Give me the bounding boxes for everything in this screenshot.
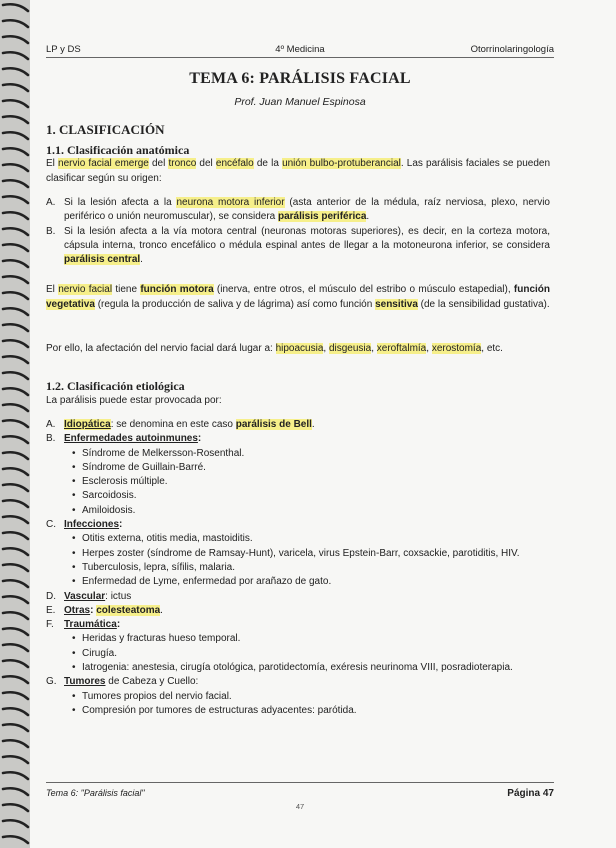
spiral-coil — [3, 500, 28, 507]
spiral-coil — [3, 548, 28, 555]
list-item: G. Tumores de Cabeza y Cuello: — [46, 676, 199, 688]
spiral-coil — [3, 740, 28, 747]
spiral-coil — [3, 196, 28, 203]
spiral-coil — [3, 612, 28, 619]
spiral-coil — [3, 484, 28, 491]
spiral-coil — [3, 52, 28, 59]
list-item: A. Idiopática: se denomina en este caso parálisis de Bell. — [46, 419, 315, 430]
spiral-coil — [3, 356, 28, 363]
list-item: F. Traumática: — [46, 619, 121, 631]
spiral-coil — [3, 708, 28, 715]
subsection-heading: 1.2. Clasificación etiológica — [46, 379, 185, 393]
header-divider — [46, 57, 554, 58]
bullet-item: • Cirugía. — [46, 647, 550, 661]
footer-right: Página 47 — [507, 788, 554, 799]
etiology-list — [46, 418, 550, 718]
bullet-item: • Esclerosis múltiple. — [46, 475, 550, 489]
spiral-coil — [3, 228, 28, 235]
paragraph-functions: El nervio facial tiene función motora (inerva, entre otros, el músculo del estribo o músculo estapedial), función vegetativa (regula la producción de saliva y de lágrima) así como función sensitiva (de la sensibilidad gustativa). — [46, 284, 550, 310]
bullet-item: • Síndrome de Melkersson-Rosenthal. — [46, 447, 550, 461]
spiral-coil — [3, 820, 28, 827]
bullet-item: • Compresión por tumores de estructuras adyacentes: parótida. — [46, 704, 550, 718]
spiral-coil — [3, 4, 28, 11]
bullet-item: • Tuberculosis, lepra, sífilis, malaria. — [46, 561, 550, 575]
spiral-coil — [3, 164, 28, 171]
bullet-item: • Síndrome de Guillain-Barré. — [46, 461, 550, 475]
spiral-coil — [3, 436, 28, 443]
document-title: TEMA 6: PARÁLISIS FACIAL — [189, 70, 411, 87]
spiral-coil — [3, 260, 28, 267]
header-left: LP y DS — [46, 44, 81, 55]
bullet-item: • Enfermedad de Lyme, enfermedad por arañazo de gato. — [46, 575, 550, 589]
spiral-coil — [3, 404, 28, 411]
spiral-coil — [3, 676, 28, 683]
spiral-coil — [3, 148, 28, 155]
spiral-coil — [3, 292, 28, 299]
paragraph-causes: La parálisis puede estar provocada por: — [46, 395, 222, 406]
anatomic-list — [46, 196, 550, 267]
list-item: A. Si la lesión afecta a la neurona motora inferior (asta anterior de la médula, raíz nerviosa, plexo, nervio periférico o unión neuromuscular), se considera parálisis periférica. — [46, 197, 550, 223]
section-heading: 1. CLASIFICACIÓN — [46, 122, 165, 137]
spiral-coil — [3, 84, 28, 91]
footer-divider — [46, 782, 554, 783]
spiral-coil — [3, 724, 28, 731]
spiral-coil — [3, 692, 28, 699]
bullet-item: • Otitis externa, otitis media, mastoiditis. — [46, 532, 550, 546]
spiral-coil — [3, 660, 28, 667]
spiral-coil — [3, 804, 28, 811]
list-item: C. Infecciones: — [46, 519, 123, 531]
spiral-coil — [3, 564, 28, 571]
list-item: B. Si la lesión afecta a la vía motora central (neuronas motoras superiores), es decir, en la corteza motora, cápsula interna, tronco encefálico o médula espinal antes de llegar a la motoneurona inferior, se considera parálisis central. — [46, 225, 550, 266]
spiral-coil — [3, 276, 28, 283]
page-number: 47 — [295, 802, 305, 811]
spiral-coil — [3, 452, 28, 459]
spiral-coil — [3, 532, 28, 539]
spiral-coil — [3, 772, 28, 779]
list-item: B. Enfermedades autoinmunes: — [46, 433, 202, 445]
spiral-binding — [0, 0, 32, 848]
footer-left: Tema 6: "Parálisis facial" — [46, 788, 145, 798]
spiral-coil — [3, 180, 28, 187]
spiral-coil — [3, 212, 28, 219]
spiral-coil — [3, 116, 28, 123]
spiral-coil — [3, 628, 28, 635]
spiral-coil — [3, 132, 28, 139]
spiral-coil — [3, 20, 28, 27]
spiral-coil — [3, 36, 28, 43]
paragraph-effects: Por ello, la afectación del nervio facial dará lugar a: hipoacusia, disgeusia, xeroftalmía, xerostomía, etc. — [46, 343, 503, 354]
spiral-coil — [3, 388, 28, 395]
list-item: E. Otras: colesteatoma. — [46, 604, 163, 616]
bullet-item: • Sarcoidosis. — [46, 489, 550, 503]
spiral-coil — [3, 644, 28, 651]
spiral-coil — [3, 756, 28, 763]
bullet-item: • Amiloidosis. — [46, 504, 550, 518]
header-center: 4º Medicina — [275, 44, 325, 55]
spiral-coil — [3, 420, 28, 427]
bullet-item: • Iatrogenia: anestesia, cirugía otológica, parotidectomía, exéresis neurinoma VIII, posradioterapia. — [46, 661, 550, 675]
spiral-coil — [3, 68, 28, 75]
list-item: D. Vascular: ictus — [46, 590, 132, 602]
spiral-coil — [3, 836, 28, 843]
spiral-coil — [3, 308, 28, 315]
paragraph-origin: El nervio facial emerge del tronco del encéfalo de la unión bulbo-protuberancial. Las parálisis faciales se pueden clasificar según su origen: — [46, 158, 551, 184]
spiral-coil — [3, 372, 28, 379]
header-right: Otorrinolaringología — [470, 44, 554, 55]
spiral-coil — [3, 468, 28, 475]
spiral-coil — [3, 100, 28, 107]
spiral-coil — [3, 516, 28, 523]
spiral-coil — [3, 596, 28, 603]
spiral-coil — [3, 788, 28, 795]
spiral-coil — [3, 580, 28, 587]
bullet-item: • Tumores propios del nervio facial. — [46, 690, 550, 704]
bullet-item: • Herpes zoster (síndrome de Ramsay-Hunt), varicela, virus Epstein-Barr, coxsackie, parotiditis, HIV. — [46, 547, 550, 561]
bullet-item: • Heridas y fracturas hueso temporal. — [46, 632, 550, 646]
author: Prof. Juan Manuel Espinosa — [234, 96, 366, 108]
spiral-coil — [3, 244, 28, 251]
subsection-heading: 1.1. Clasificación anatómica — [46, 143, 190, 157]
spiral-coil — [3, 324, 28, 331]
spiral-coil — [3, 340, 28, 347]
